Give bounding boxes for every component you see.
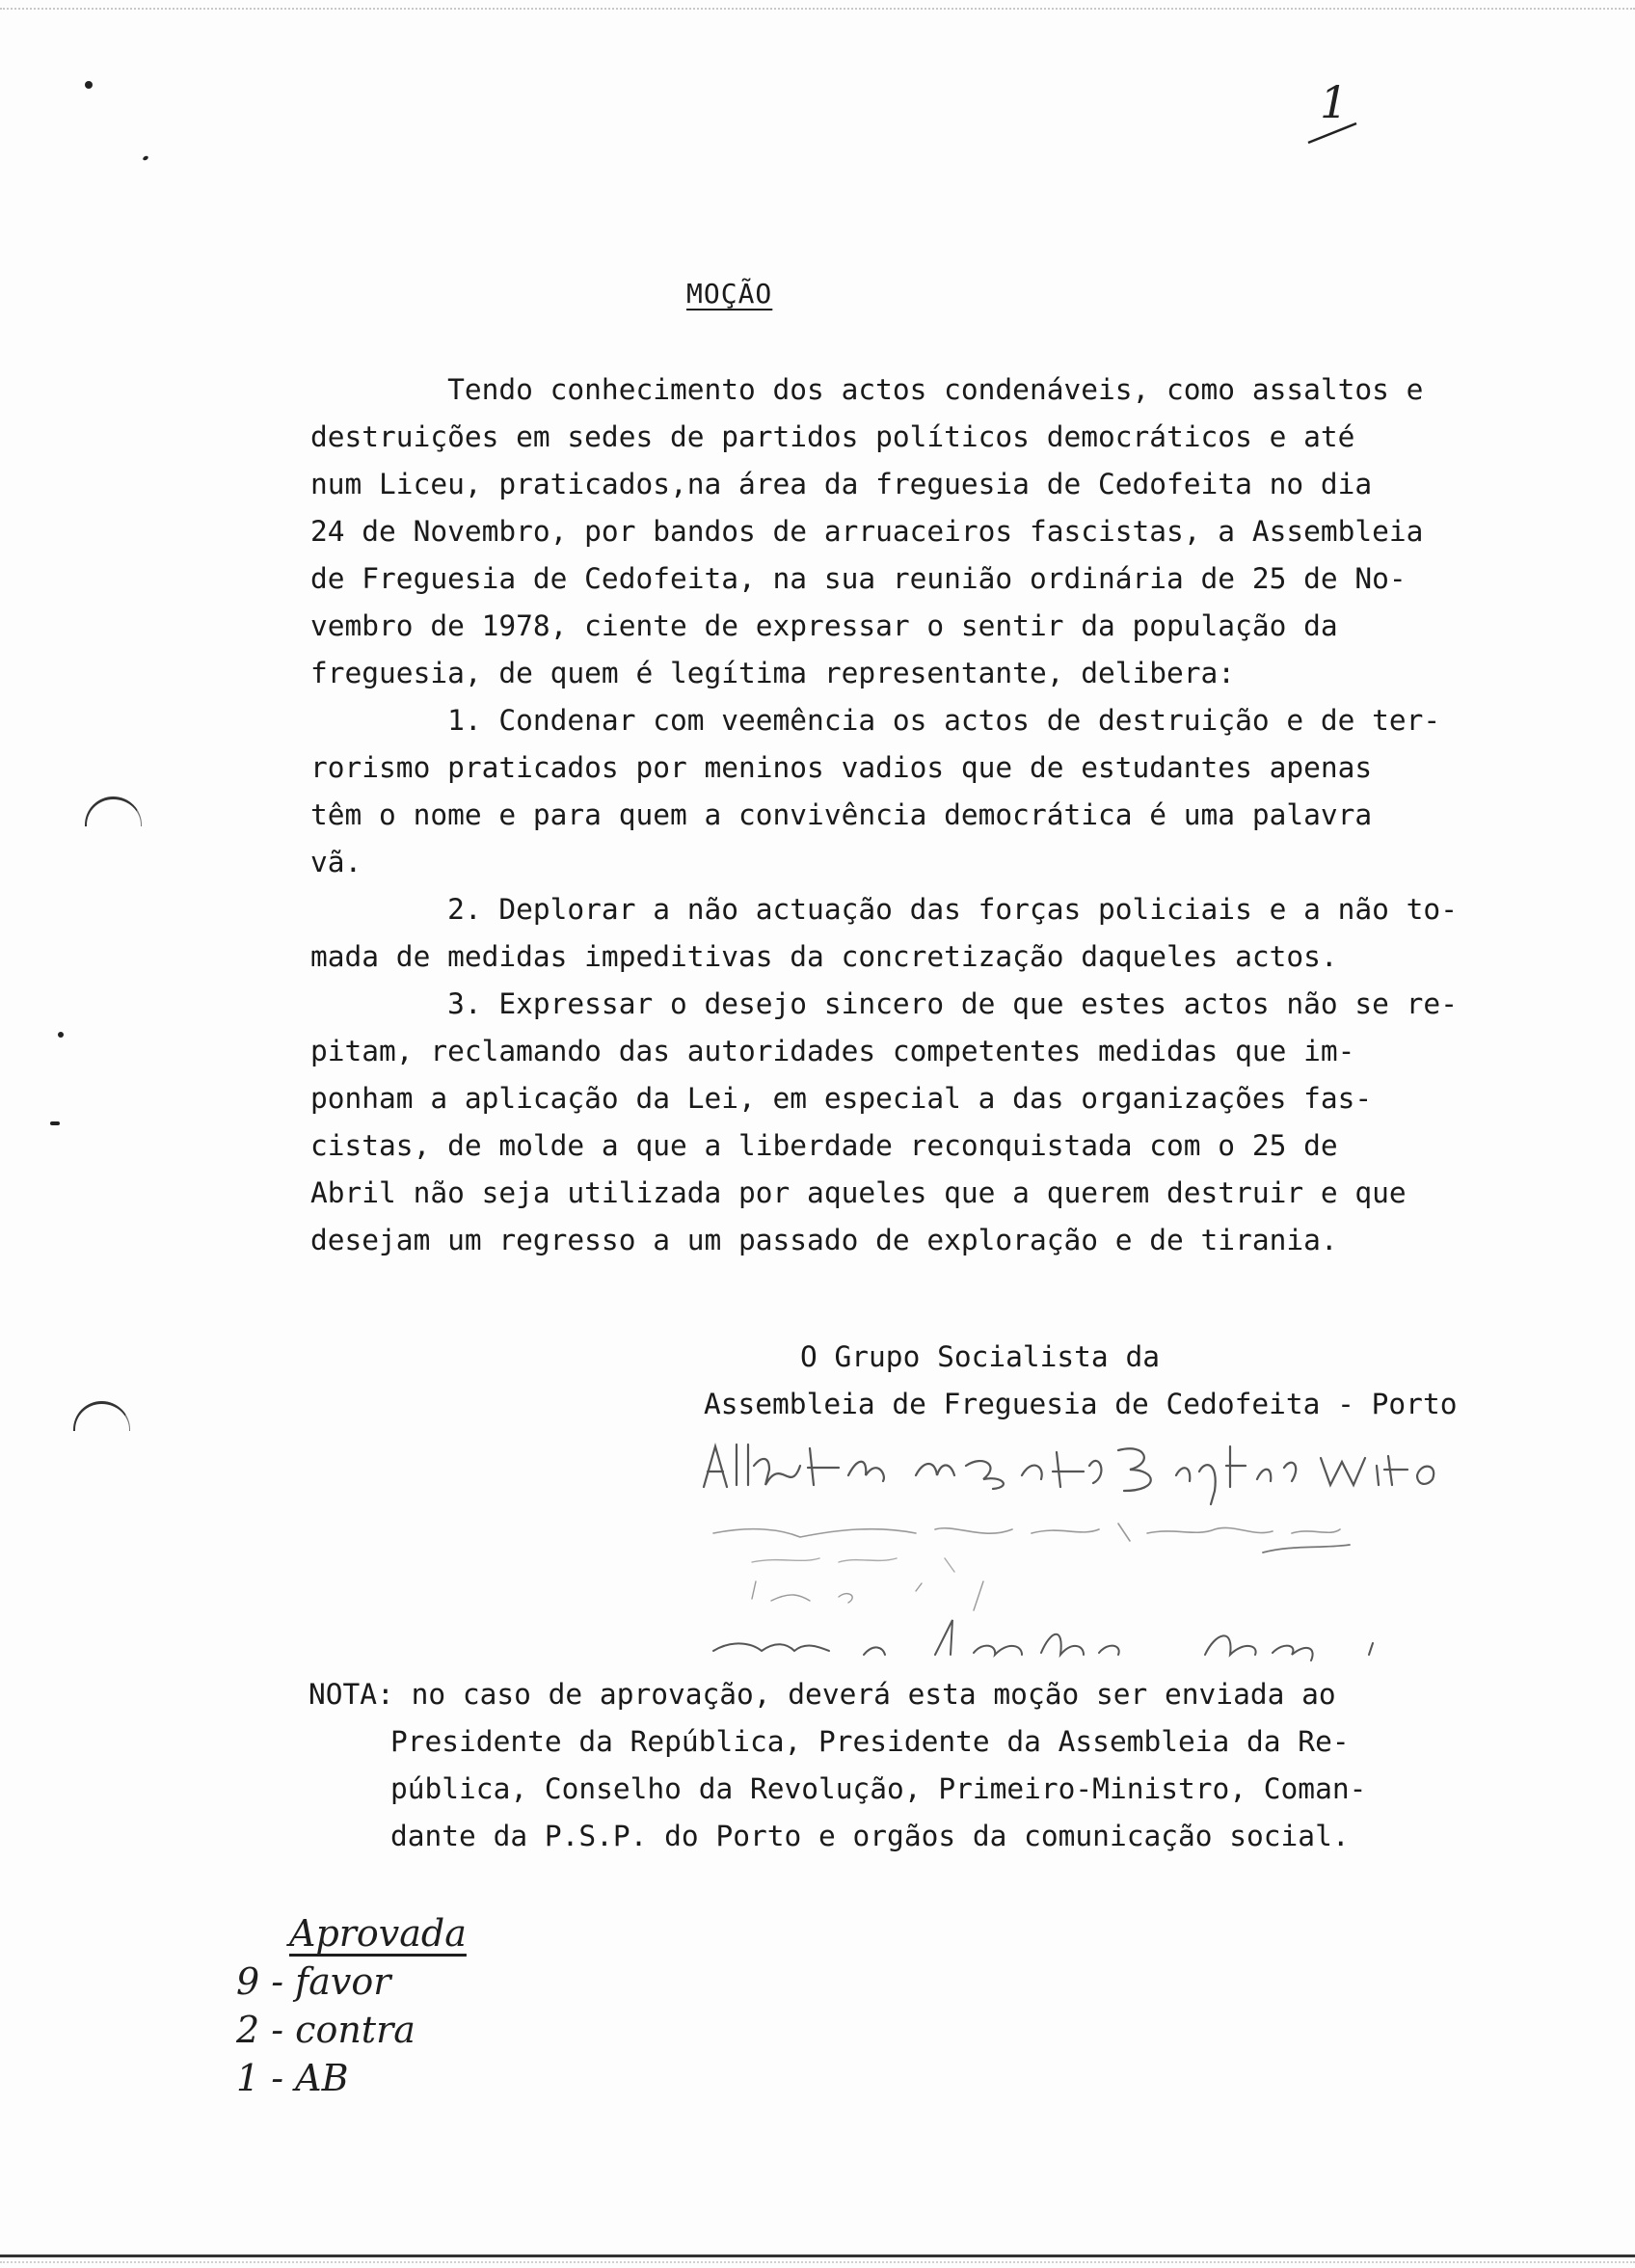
punch-hole-mark xyxy=(85,796,142,826)
signatory-line: Assembleia de Freguesia de Cedofeita - Porto xyxy=(704,1388,1458,1420)
vote-result: Aprovada xyxy=(289,1912,467,1955)
handwritten-signatures xyxy=(694,1437,1523,1668)
body-line: 1. Condenar com veemência os actos de destruição e de ter- xyxy=(310,704,1441,737)
body-line: num Liceu, praticados,na área da freguesia de Cedofeita no dia xyxy=(310,468,1373,500)
vote-abstention: 1 - AB xyxy=(236,2057,349,2099)
body-line: pitam, reclamando das autoridades competentes medidas que im- xyxy=(310,1035,1355,1067)
signatory-line: O Grupo Socialista da xyxy=(800,1340,1160,1373)
page-number-mark xyxy=(1306,69,1364,147)
body-line: mada de medidas impeditivas da concretização daqueles actos. xyxy=(310,940,1338,973)
body-line: ponham a aplicação da Lei, em especial a das organizações fas- xyxy=(310,1082,1373,1115)
body-line: vã. xyxy=(310,846,362,878)
vote-contra: 2 - contra xyxy=(236,2009,415,2051)
body-line: rorismo praticados por meninos vadios que de estudantes apenas xyxy=(310,751,1373,784)
body-line: 24 de Novembro, por bandos de arruaceiros fascistas, a Assembleia xyxy=(310,515,1424,548)
body-line: de Freguesia de Cedofeita, na sua reunião ordinária de 25 de No- xyxy=(310,562,1407,595)
scan-bottom-edge xyxy=(0,2261,1635,2263)
document-title: MOÇÃO xyxy=(686,278,773,310)
note-line: NOTA: no caso de aprovação, deverá esta moção ser enviada ao xyxy=(308,1678,1336,1711)
svg-text:1: 1 xyxy=(1320,76,1349,128)
handwritten-vote-tally xyxy=(236,1909,545,2102)
note-section xyxy=(308,1671,1620,1860)
body-line: destruições em sedes de partidos políticos democráticos e até xyxy=(310,420,1355,453)
scan-speck xyxy=(50,1121,60,1125)
body-line: desejam um regresso a um passado de exploração e de tirania. xyxy=(310,1224,1338,1256)
body-line: cistas, de molde a que a liberdade reconquistada com o 25 de xyxy=(310,1129,1338,1162)
body-line: Abril não seja utilizada por aqueles que a querem destruir e que xyxy=(310,1176,1407,1209)
note-line: Presidente da República, Presidente da Assembleia da Re- xyxy=(390,1725,1350,1758)
body-line: vembro de 1978, ciente de expressar o sentir da população da xyxy=(310,609,1338,642)
punch-hole-mark xyxy=(73,1401,130,1431)
motion-body xyxy=(310,366,1602,1264)
body-line: freguesia, de quem é legítima representante, delibera: xyxy=(310,657,1236,689)
note-line: dante da P.S.P. do Porto e orgãos da comunicação social. xyxy=(390,1820,1350,1852)
scan-top-edge xyxy=(0,8,1635,10)
note-line: pública, Conselho da Revolução, Primeiro-Ministro, Coman- xyxy=(390,1772,1367,1805)
vote-favor: 9 - favor xyxy=(236,1960,391,2003)
signatory-group xyxy=(704,1334,1610,1428)
body-line: 3. Expressar o desejo sincero de que estes actos não se re- xyxy=(310,987,1458,1020)
body-line: 2. Deplorar a não actuação das forças policiais e a não to- xyxy=(310,893,1458,926)
scan-speck xyxy=(58,1032,64,1038)
body-line: Tendo conhecimento dos actos condenáveis, como assaltos e xyxy=(310,373,1424,406)
scan-speck xyxy=(142,155,148,161)
scan-bottom-rule xyxy=(0,2254,1635,2257)
body-line: têm o nome e para quem a convivência democrática é uma palavra xyxy=(310,798,1373,831)
scan-speck xyxy=(85,81,93,89)
